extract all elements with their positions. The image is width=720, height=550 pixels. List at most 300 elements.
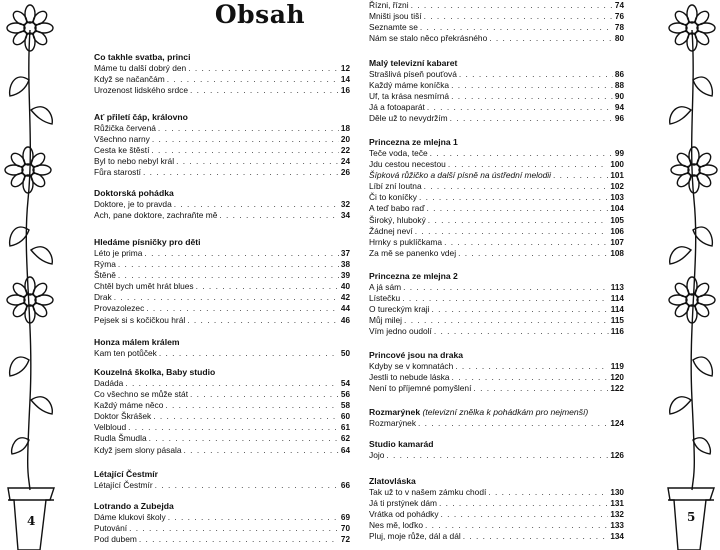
entry-title: Chtěl bych umět hrát blues	[94, 281, 194, 292]
dot-leader	[434, 326, 609, 337]
toc-section	[369, 476, 624, 542]
toc-entry[interactable]	[94, 85, 350, 96]
entry-page-number: 18	[340, 124, 350, 133]
section-heading-text: Hledáme písničky pro děti	[94, 237, 201, 247]
entry-title: Nám se stalo něco překrásného	[369, 33, 488, 44]
toc-entry[interactable]	[94, 348, 350, 359]
entry-page-number: 62	[340, 434, 350, 444]
toc-entry[interactable]	[369, 170, 624, 181]
toc-entry[interactable]	[369, 361, 624, 372]
toc-entry[interactable]	[94, 400, 350, 411]
toc-entry[interactable]	[94, 199, 350, 210]
section-heading	[369, 476, 624, 487]
entry-title: Vím jedno oudolí	[369, 326, 432, 337]
toc-section	[94, 188, 350, 221]
toc-entry[interactable]	[369, 226, 624, 237]
entry-page-number: 86	[614, 70, 624, 79]
entry-title: Hrnky s puklíčkama	[369, 236, 443, 247]
entry-title: Každý máme něco	[94, 400, 164, 411]
toc-section	[369, 58, 624, 124]
toc-section	[94, 52, 350, 96]
dot-leader	[196, 281, 339, 292]
section-heading	[369, 137, 624, 148]
entry-page-number: 44	[340, 304, 350, 314]
toc-section	[369, 271, 624, 337]
dot-leader	[463, 531, 609, 542]
entry-title: Strašlivá píseň pouťová	[369, 69, 457, 79]
dot-leader	[424, 11, 613, 22]
entry-page-number: 76	[614, 12, 624, 22]
section-heading-text: Studio kamarád	[369, 439, 434, 449]
entry-page-number: 16	[340, 86, 350, 96]
entry-page-number: 66	[340, 481, 350, 490]
entry-title: Můj milej	[369, 315, 403, 326]
toc-entry[interactable]	[94, 411, 350, 422]
dot-leader	[188, 63, 339, 74]
entry-page-number: 122	[610, 384, 624, 394]
toc-entry[interactable]	[369, 531, 624, 542]
entry-title: Co všechno se může stát	[94, 389, 189, 400]
entry-page-number: 103	[610, 193, 624, 203]
entry-title: Vrátka od pohádky	[369, 509, 439, 520]
entry-title: Štěně	[94, 270, 116, 281]
flower-border-left-illustration	[0, 0, 62, 550]
section-heading-text: Doktorská pohádka	[94, 188, 174, 198]
toc-entry[interactable]	[94, 523, 350, 534]
toc-entry[interactable]	[94, 315, 350, 326]
entry-page-number: 39	[340, 271, 350, 281]
toc-entry[interactable]	[369, 372, 624, 383]
toc-entry[interactable]	[369, 520, 624, 531]
toc-entry[interactable]	[369, 113, 624, 124]
section-heading	[369, 439, 624, 450]
toc-entry[interactable]	[369, 181, 624, 192]
toc-section	[369, 407, 624, 429]
dot-leader	[430, 148, 613, 159]
entry-title: Kam ten potůček	[94, 348, 157, 358]
dot-leader	[118, 270, 339, 281]
section-heading	[94, 52, 350, 63]
dot-leader	[425, 520, 608, 531]
entry-title: Tak už to v našem zámku chodí	[369, 487, 487, 497]
dot-leader	[415, 226, 609, 237]
entry-title: Žádnej neví	[369, 225, 413, 236]
section-heading-text: Malý televizní kabaret	[369, 58, 458, 68]
dot-leader	[159, 348, 339, 359]
entry-title: Když se načančám	[94, 74, 165, 85]
entry-page-number: 70	[340, 524, 350, 534]
dot-leader	[149, 433, 339, 444]
toc-entry[interactable]	[94, 145, 350, 156]
toc-entry[interactable]	[369, 383, 624, 394]
toc-entry[interactable]	[369, 215, 624, 226]
section-heading-text: Co takhle svatba, princi	[94, 52, 191, 62]
entry-page-number: 14	[340, 75, 350, 85]
toc-section	[369, 0, 624, 44]
dot-leader	[167, 74, 339, 85]
toc-entry[interactable]	[369, 22, 624, 33]
entry-title: Pejsek si s kočičkou hrál	[94, 314, 186, 325]
toc-entry[interactable]	[94, 74, 350, 85]
entry-title: Seznamte se	[369, 22, 418, 33]
dot-leader	[441, 509, 609, 520]
entry-page-number: 124	[610, 419, 624, 428]
toc-entry[interactable]	[94, 433, 350, 444]
section-heading	[94, 337, 350, 348]
entry-page-number: 134	[610, 532, 624, 542]
toc-entry[interactable]	[369, 450, 624, 461]
toc-section	[94, 337, 350, 359]
section-heading-text: Lotrando a Zubejda	[94, 501, 174, 511]
entry-title: A já sám	[369, 282, 402, 292]
toc-entry[interactable]	[369, 159, 624, 170]
entry-page-number: 101	[610, 171, 624, 181]
entry-page-number: 74	[614, 1, 624, 10]
toc-entry[interactable]	[369, 237, 624, 248]
entry-title: Velbloud	[94, 422, 127, 433]
entry-page-number: 130	[610, 488, 624, 497]
toc-entry[interactable]	[369, 148, 624, 159]
entry-page-number: 54	[340, 379, 350, 388]
entry-title: Rudla Šmudla	[94, 433, 147, 444]
section-heading	[369, 350, 624, 361]
dot-leader	[176, 156, 339, 167]
toc-section	[94, 469, 350, 491]
dot-leader	[404, 315, 609, 326]
dot-leader	[424, 181, 609, 192]
dot-leader	[418, 418, 608, 429]
entry-title: Doktor Škrášek	[94, 411, 152, 422]
toc-entry[interactable]	[369, 102, 624, 113]
entry-title: Byl to nebo nebyl král	[94, 156, 175, 167]
entry-title: Nes mě, loďko	[369, 520, 424, 531]
entry-page-number: 32	[340, 200, 350, 209]
entry-title: Dadáda	[94, 378, 124, 388]
section-heading-text: Ať přiletí čáp, královno	[94, 112, 188, 122]
entry-page-number: 34	[340, 211, 350, 221]
entry-title: Dáme klukovi školy	[94, 512, 166, 522]
dot-leader	[187, 315, 339, 326]
entry-page-number: 50	[340, 349, 350, 358]
dot-leader	[190, 389, 339, 400]
section-heading	[94, 237, 350, 248]
dot-leader	[386, 450, 608, 461]
entry-page-number: 60	[340, 412, 350, 422]
toc-entry[interactable]	[369, 203, 624, 214]
dot-leader	[402, 293, 609, 304]
entry-title: Cesta ke štěstí	[94, 145, 150, 156]
flower-border-right-illustration	[660, 0, 720, 550]
entry-title: Rozmarýnek	[369, 418, 417, 428]
dot-leader	[114, 292, 339, 303]
entry-page-number: 99	[614, 149, 624, 158]
toc-entry[interactable]	[369, 80, 624, 91]
entry-page-number: 42	[340, 293, 350, 303]
dot-leader	[153, 411, 339, 422]
dot-leader	[451, 80, 613, 91]
entry-page-number: 88	[614, 81, 624, 91]
entry-title: Uf, ta krása nesmírná	[369, 91, 450, 102]
page-number-left: 4	[27, 514, 36, 528]
section-heading	[94, 367, 350, 378]
entry-page-number: 90	[614, 92, 624, 102]
entry-title: A teď babo raď	[369, 203, 425, 214]
toc-entry[interactable]	[94, 134, 350, 145]
entry-title: O tureckým kraji	[369, 304, 430, 315]
entry-page-number: 105	[610, 215, 624, 225]
entry-title: Léto je prima	[94, 248, 143, 258]
toc-section	[369, 439, 624, 461]
dot-leader	[448, 159, 609, 170]
toc-entry[interactable]	[369, 248, 624, 259]
toc-entry[interactable]	[369, 192, 624, 203]
section-heading-text: Rozmarýnek	[369, 407, 421, 417]
entry-page-number: 116	[610, 327, 624, 337]
dot-leader	[146, 303, 339, 314]
toc-entry[interactable]	[369, 498, 624, 509]
entry-page-number: 12	[340, 64, 350, 73]
entry-title: Pod dubem	[94, 534, 137, 545]
dot-leader	[165, 400, 339, 411]
entry-title: Fůra starostí	[94, 167, 142, 178]
section-heading-text: Honza málem králem	[94, 337, 180, 347]
toc-entry[interactable]	[94, 259, 350, 270]
dot-leader	[488, 487, 608, 498]
toc-entry[interactable]	[94, 167, 350, 178]
toc-entry[interactable]	[94, 63, 350, 74]
toc-section	[94, 501, 350, 545]
dot-leader	[455, 361, 609, 372]
toc-entry[interactable]	[94, 445, 350, 456]
section-heading	[94, 188, 350, 199]
entry-title: Není to příjemné pomyšlení	[369, 383, 472, 394]
toc-entry[interactable]	[94, 534, 350, 545]
entry-title: Máme tu další dobrý den	[94, 63, 187, 73]
dot-leader	[184, 445, 339, 456]
section-heading	[369, 271, 624, 282]
entry-page-number: 80	[614, 34, 624, 44]
dot-leader	[219, 210, 339, 221]
toc-entry[interactable]	[94, 156, 350, 167]
dot-leader	[158, 123, 339, 134]
entry-page-number: 64	[340, 445, 350, 455]
entry-page-number: 24	[340, 157, 350, 167]
entry-page-number: 22	[340, 146, 350, 156]
entry-title: Lístečku	[369, 293, 401, 304]
dot-leader	[151, 145, 339, 156]
section-heading-note: (televizní znělka k pohádkám pro nejmenší)	[422, 407, 589, 417]
section-heading	[369, 407, 624, 418]
toc-entry[interactable]	[94, 512, 350, 523]
toc-entry[interactable]	[369, 282, 624, 293]
entry-title: Létající Čestmír	[94, 480, 153, 490]
entry-page-number: 72	[340, 535, 350, 545]
entry-title: Jojo	[369, 450, 385, 460]
entry-title: Řízni, řízni	[369, 0, 409, 10]
entry-page-number: 78	[614, 23, 624, 33]
toc-section	[94, 112, 350, 178]
dot-leader	[152, 134, 339, 145]
toc-entry[interactable]	[369, 487, 624, 498]
entry-page-number: 38	[340, 260, 350, 270]
entry-title: Líbí zní loutna	[369, 181, 422, 192]
entry-page-number: 61	[340, 423, 350, 433]
toc-entry[interactable]	[94, 303, 350, 314]
entry-page-number: 56	[340, 390, 350, 400]
toc-entry[interactable]	[369, 11, 624, 22]
section-heading-text: Princezna ze mlejna 2	[369, 271, 458, 281]
dot-leader	[426, 203, 608, 214]
toc-entry[interactable]	[94, 270, 350, 281]
entry-page-number: 114	[610, 294, 624, 304]
entry-page-number: 96	[614, 114, 624, 124]
entry-page-number: 100	[610, 160, 624, 170]
dot-leader	[190, 85, 339, 96]
entry-title: Doktore, je to pravda	[94, 199, 172, 209]
toc-section	[369, 137, 624, 259]
dot-leader	[473, 383, 608, 394]
dot-leader	[428, 215, 609, 226]
toc-entry[interactable]	[369, 0, 624, 11]
dot-leader	[168, 512, 339, 523]
entry-title: Já a fotoaparát	[369, 102, 425, 113]
toc-entry[interactable]	[369, 33, 624, 44]
entry-title: Když jsem slony pásala	[94, 444, 182, 455]
toc-entry[interactable]	[94, 378, 350, 389]
dot-leader	[439, 498, 608, 509]
section-heading-text: Kouzelná školka, Baby studio	[94, 367, 216, 377]
entry-title: Děle už to nevydržím	[369, 113, 448, 124]
dot-leader	[143, 167, 339, 178]
dot-leader	[128, 422, 339, 433]
dot-leader	[489, 33, 613, 44]
dot-leader	[420, 22, 613, 33]
toc-entry[interactable]	[369, 69, 624, 80]
dot-leader	[432, 304, 609, 315]
section-heading-text: Princové jsou na draka	[369, 350, 464, 360]
entry-page-number: 94	[614, 103, 624, 113]
entry-page-number: 108	[610, 248, 624, 258]
entry-page-number: 133	[610, 521, 624, 531]
entry-title: Růžička červená	[94, 123, 156, 133]
section-heading	[369, 58, 624, 69]
section-heading-text: Princezna ze mlejna 1	[369, 137, 458, 147]
dot-leader	[411, 0, 613, 11]
entry-title: Šípková růžičko a další písně na ústřední melodii	[369, 170, 552, 181]
entry-title: Kdyby se v komnatách	[369, 361, 454, 371]
entry-page-number: 115	[610, 316, 624, 326]
entry-title: Široký, hluboký	[369, 214, 426, 225]
entry-page-number: 40	[340, 282, 350, 292]
dot-leader	[458, 248, 608, 259]
toc-entry[interactable]	[369, 91, 624, 102]
toc-entry[interactable]	[94, 281, 350, 292]
toc-entry[interactable]	[369, 304, 624, 315]
entry-page-number: 132	[610, 510, 624, 520]
toc-entry[interactable]	[94, 292, 350, 303]
entry-title: Rýma	[94, 259, 116, 270]
dot-leader	[459, 69, 613, 80]
dot-leader	[155, 480, 339, 491]
entry-title: Provazolezec	[94, 303, 145, 314]
dot-leader	[427, 102, 613, 113]
toc-entry[interactable]	[94, 123, 350, 134]
section-heading	[94, 469, 350, 480]
dot-leader	[125, 378, 339, 389]
entry-page-number: 114	[610, 305, 624, 315]
toc-entry[interactable]	[369, 326, 624, 337]
dot-leader	[444, 237, 608, 248]
section-heading	[94, 501, 350, 512]
entry-title: Teče voda, teče	[369, 148, 428, 158]
entry-title: Jdu cestou necestou	[369, 159, 446, 170]
entry-title: Všechno narny	[94, 134, 150, 145]
toc-entry[interactable]	[94, 422, 350, 433]
toc-entry[interactable]	[94, 480, 350, 491]
section-heading	[94, 112, 350, 123]
toc-entry[interactable]	[369, 293, 624, 304]
entry-title: Mništi jsou tiší	[369, 11, 422, 22]
section-heading-text: Zlatovláska	[369, 476, 416, 486]
toc-entry[interactable]	[369, 418, 624, 429]
toc-entry[interactable]	[94, 389, 350, 400]
entry-title: Pluj, moje růže, dál a dál	[369, 531, 461, 542]
dot-leader	[144, 248, 338, 259]
dot-leader	[450, 113, 613, 124]
toc-entry[interactable]	[369, 509, 624, 520]
dot-leader	[118, 259, 339, 270]
section-heading-text: Létající Čestmír	[94, 469, 158, 479]
entry-page-number: 58	[340, 401, 350, 411]
entry-title: Ach, pane doktore, zachraňte mě	[94, 210, 218, 221]
entry-page-number: 102	[610, 182, 624, 192]
entry-page-number: 104	[610, 204, 624, 214]
entry-page-number: 69	[340, 513, 350, 522]
toc-section	[369, 350, 624, 394]
entry-page-number: 106	[610, 226, 624, 236]
entry-title: Jestli to nebude láska	[369, 372, 450, 383]
entry-page-number: 113	[610, 283, 624, 292]
entry-title: Drak	[94, 292, 112, 303]
dot-leader	[174, 199, 339, 210]
dot-leader	[553, 170, 608, 181]
toc-entry[interactable]	[94, 248, 350, 259]
page-number-right: 5	[687, 510, 696, 524]
dot-leader	[139, 534, 339, 545]
toc-section	[94, 237, 350, 326]
entry-page-number: 26	[340, 168, 350, 178]
toc-entry[interactable]	[94, 210, 350, 221]
dot-leader	[452, 372, 609, 383]
entry-title: Každý máme koníčka	[369, 80, 450, 91]
dot-leader	[451, 91, 613, 102]
entry-page-number: 20	[340, 135, 350, 145]
toc-section	[94, 367, 350, 456]
entry-page-number: 107	[610, 237, 624, 247]
page-title: Obsah	[214, 0, 306, 29]
entry-page-number: 119	[610, 362, 624, 371]
entry-title: Či to koníčky	[369, 192, 417, 203]
entry-page-number: 120	[610, 373, 624, 383]
entry-page-number: 131	[610, 499, 624, 509]
entry-page-number: 37	[340, 249, 350, 258]
entry-page-number: 46	[340, 315, 350, 325]
dot-leader	[419, 192, 608, 203]
entry-title: Urozenost lidského srdce	[94, 85, 189, 96]
toc-entry[interactable]	[369, 315, 624, 326]
dot-leader	[403, 282, 609, 293]
entry-title: Já ti prstýnek dám	[369, 498, 437, 509]
